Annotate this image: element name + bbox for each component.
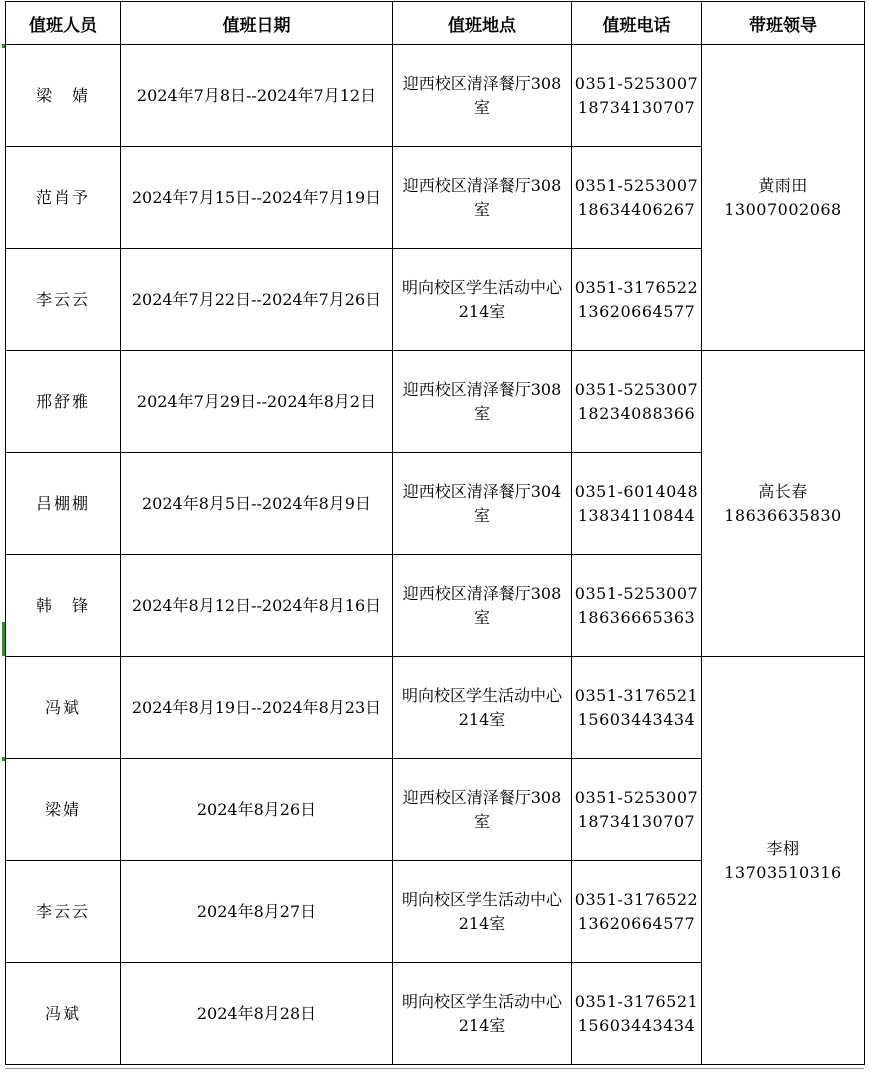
duty-phone-cell[interactable] bbox=[572, 963, 702, 1065]
duty-date-cell[interactable]: 2024年8月28日 bbox=[121, 963, 393, 1065]
leader-phone: 18636635830 bbox=[724, 505, 842, 525]
duty-person-cell[interactable]: 李云云 bbox=[6, 249, 121, 351]
header-phone[interactable]: 值班电话 bbox=[572, 2, 702, 45]
duty-person-cell[interactable]: 邢舒雅 bbox=[6, 351, 121, 453]
leader-cell[interactable] bbox=[702, 351, 865, 657]
duty-phone-cell[interactable] bbox=[572, 45, 702, 147]
duty-phone-cell[interactable] bbox=[572, 249, 702, 351]
cell-marker bbox=[2, 44, 5, 48]
mobile-phone: 13620664577 bbox=[577, 913, 696, 933]
duty-person-cell[interactable]: 梁 婧 bbox=[6, 45, 121, 147]
header-name[interactable]: 值班人员 bbox=[6, 2, 121, 45]
mobile-phone: 18636665363 bbox=[577, 607, 696, 627]
duty-location-cell[interactable]: 迎西校区清泽餐厅308室 bbox=[393, 351, 572, 453]
mobile-phone: 13620664577 bbox=[577, 301, 696, 321]
duty-date-cell[interactable]: 2024年7月22日--2024年7月26日 bbox=[121, 249, 393, 351]
duty-location-cell[interactable]: 迎西校区清泽餐厅304室 bbox=[393, 453, 572, 555]
duty-date-cell[interactable]: 2024年8月12日--2024年8月16日 bbox=[121, 555, 393, 657]
office-phone: 0351-6014048 bbox=[574, 481, 699, 501]
office-phone: 0351-5253007 bbox=[574, 787, 699, 807]
office-phone: 0351-3176522 bbox=[574, 277, 699, 297]
duty-location-cell[interactable]: 明向校区学生活动中心214室 bbox=[393, 861, 572, 963]
leader-phone: 13703510316 bbox=[724, 862, 842, 882]
duty-person-cell[interactable]: 李云云 bbox=[6, 861, 121, 963]
duty-location-cell[interactable]: 迎西校区清泽餐厅308室 bbox=[393, 759, 572, 861]
duty-person-cell[interactable]: 韩 锋 bbox=[6, 555, 121, 657]
duty-person-cell[interactable]: 冯斌 bbox=[6, 657, 121, 759]
header-location[interactable]: 值班地点 bbox=[393, 2, 572, 45]
cell-marker bbox=[2, 757, 5, 761]
sheet-bottom-gridline bbox=[5, 1068, 864, 1069]
duty-location-cell[interactable]: 明向校区学生活动中心214室 bbox=[393, 963, 572, 1065]
leader-name: 黄雨田 bbox=[758, 175, 808, 195]
mobile-phone: 15603443434 bbox=[577, 1015, 696, 1035]
cell-marker bbox=[2, 622, 5, 656]
duty-location-cell[interactable]: 迎西校区清泽餐厅308室 bbox=[393, 555, 572, 657]
duty-phone-cell[interactable] bbox=[572, 555, 702, 657]
table-row bbox=[6, 45, 865, 147]
mobile-phone: 18734130707 bbox=[577, 97, 696, 117]
office-phone: 0351-3176521 bbox=[574, 991, 699, 1011]
duty-location-cell[interactable]: 迎西校区清泽餐厅308室 bbox=[393, 147, 572, 249]
mobile-phone: 18734130707 bbox=[577, 811, 696, 831]
duty-phone-cell[interactable] bbox=[572, 147, 702, 249]
duty-date-cell[interactable]: 2024年7月8日--2024年7月12日 bbox=[121, 45, 393, 147]
duty-date-cell[interactable]: 2024年7月15日--2024年7月19日 bbox=[121, 147, 393, 249]
header-row bbox=[6, 2, 865, 45]
duty-location-cell[interactable]: 明向校区学生活动中心214室 bbox=[393, 657, 572, 759]
duty-person-cell[interactable]: 吕棚棚 bbox=[6, 453, 121, 555]
duty-schedule-table bbox=[5, 1, 865, 1065]
duty-phone-cell[interactable] bbox=[572, 657, 702, 759]
duty-date-cell[interactable]: 2024年8月19日--2024年8月23日 bbox=[121, 657, 393, 759]
mobile-phone: 18234088366 bbox=[577, 403, 696, 423]
duty-date-cell[interactable]: 2024年8月5日--2024年8月9日 bbox=[121, 453, 393, 555]
office-phone: 0351-5253007 bbox=[574, 175, 699, 195]
duty-date-cell[interactable]: 2024年8月26日 bbox=[121, 759, 393, 861]
header-leader[interactable]: 带班领导 bbox=[702, 2, 865, 45]
header-date[interactable]: 值班日期 bbox=[121, 2, 393, 45]
duty-location-cell[interactable]: 迎西校区清泽餐厅308室 bbox=[393, 45, 572, 147]
mobile-phone: 18634406267 bbox=[577, 199, 696, 219]
duty-phone-cell[interactable] bbox=[572, 759, 702, 861]
office-phone: 0351-5253007 bbox=[574, 583, 699, 603]
office-phone: 0351-5253007 bbox=[574, 73, 699, 93]
leader-phone: 13007002068 bbox=[724, 199, 842, 219]
duty-phone-cell[interactable] bbox=[572, 453, 702, 555]
duty-date-cell[interactable]: 2024年8月27日 bbox=[121, 861, 393, 963]
leader-cell[interactable] bbox=[702, 45, 865, 351]
duty-person-cell[interactable]: 范肖予 bbox=[6, 147, 121, 249]
mobile-phone: 15603443434 bbox=[577, 709, 696, 729]
duty-phone-cell[interactable] bbox=[572, 861, 702, 963]
office-phone: 0351-5253007 bbox=[574, 379, 699, 399]
leader-name: 高长春 bbox=[758, 481, 808, 501]
leader-cell[interactable] bbox=[702, 657, 865, 1065]
duty-date-cell[interactable]: 2024年7月29日--2024年8月2日 bbox=[121, 351, 393, 453]
office-phone: 0351-3176522 bbox=[574, 889, 699, 909]
duty-phone-cell[interactable] bbox=[572, 351, 702, 453]
leader-name: 李栩 bbox=[766, 838, 800, 858]
office-phone: 0351-3176521 bbox=[574, 685, 699, 705]
table-row bbox=[6, 657, 865, 759]
mobile-phone: 13834110844 bbox=[577, 505, 696, 525]
duty-person-cell[interactable]: 梁婧 bbox=[6, 759, 121, 861]
duty-location-cell[interactable]: 明向校区学生活动中心214室 bbox=[393, 249, 572, 351]
table-row bbox=[6, 351, 865, 453]
duty-person-cell[interactable]: 冯斌 bbox=[6, 963, 121, 1065]
